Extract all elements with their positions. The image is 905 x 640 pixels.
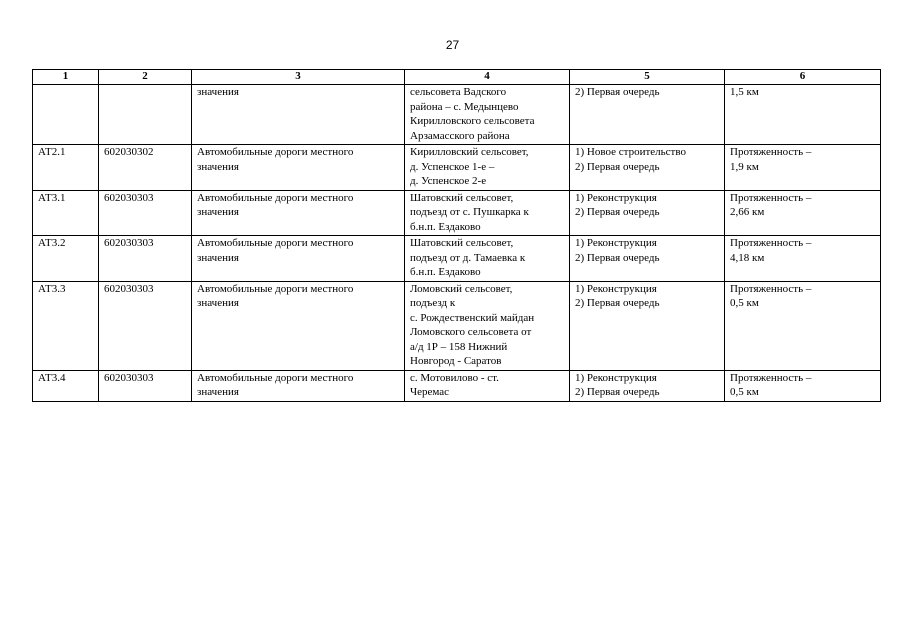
table-row [33, 145, 881, 191]
location-cell: Шатовский сельсовет, подъезд от д. Тамаевка к б.н.п. Ездаково [405, 236, 570, 282]
objects-table [32, 69, 881, 402]
column-header-2: 2 [99, 70, 192, 85]
status-cell: 1) Новое строительство 2) Первая очередь [570, 145, 725, 191]
column-header-6: 6 [725, 70, 881, 85]
characteristics-cell: Протяженность – 0,5 км [725, 281, 881, 370]
table-row [33, 190, 881, 236]
page-number: 27 [445, 38, 460, 52]
object-code-cell: АТ2.1 [33, 145, 99, 191]
object-code-cell: АТ3.2 [33, 236, 99, 282]
characteristics-cell: Протяженность – 2,66 км [725, 190, 881, 236]
object-type-cell: Автомобильные дороги местного значения [192, 190, 405, 236]
column-header-4: 4 [405, 70, 570, 85]
object-type-cell: Автомобильные дороги местного значения [192, 145, 405, 191]
location-cell: Шатовский сельсовет, подъезд от с. Пушкарка к б.н.п. Ездаково [405, 190, 570, 236]
object-code-cell [33, 85, 99, 145]
table-row [33, 281, 881, 370]
column-header-1: 1 [33, 70, 99, 85]
status-cell: 1) Реконструкция 2) Первая очередь [570, 236, 725, 282]
location-cell: с. Мотовилово - ст. Черемас [405, 370, 570, 401]
object-code-cell: АТ3.4 [33, 370, 99, 401]
classifier-code-cell: 602030303 [99, 370, 192, 401]
status-cell: 1) Реконструкция 2) Первая очередь [570, 281, 725, 370]
location-cell: Кирилловский сельсовет, д. Успенское 1-е – д. Успенское 2-е [405, 145, 570, 191]
classifier-code-cell [99, 85, 192, 145]
status-cell: 1) Реконструкция 2) Первая очередь [570, 370, 725, 401]
status-cell: 1) Реконструкция 2) Первая очередь [570, 190, 725, 236]
classifier-code-cell: 602030303 [99, 281, 192, 370]
characteristics-cell: Протяженность – 4,18 км [725, 236, 881, 282]
column-header-3: 3 [192, 70, 405, 85]
classifier-code-cell: 602030303 [99, 236, 192, 282]
object-type-cell: Автомобильные дороги местного значения [192, 236, 405, 282]
object-type-cell: значения [192, 85, 405, 145]
object-type-cell: Автомобильные дороги местного значения [192, 281, 405, 370]
table-row [33, 85, 881, 145]
object-code-cell: АТ3.1 [33, 190, 99, 236]
classifier-code-cell: 602030303 [99, 190, 192, 236]
status-cell: 2) Первая очередь [570, 85, 725, 145]
table-row [33, 236, 881, 282]
header-row [33, 70, 881, 85]
object-code-cell: АТ3.3 [33, 281, 99, 370]
table-row [33, 370, 881, 401]
location-cell: сельсовета Вадского района – с. Медынцево Кирилловского сельсовета Арзамасского района [405, 85, 570, 145]
characteristics-cell: Протяженность – 1,9 км [725, 145, 881, 191]
column-header-5: 5 [570, 70, 725, 85]
classifier-code-cell: 602030302 [99, 145, 192, 191]
object-type-cell: Автомобильные дороги местного значения [192, 370, 405, 401]
location-cell: Ломовский сельсовет, подъезд к с. Рождественский майдан Ломовского сельсовета от а/д 1Р – 158 Нижний Новгород - Саратов [405, 281, 570, 370]
characteristics-cell: Протяженность – 0,5 км [725, 370, 881, 401]
characteristics-cell: 1,5 км [725, 85, 881, 145]
